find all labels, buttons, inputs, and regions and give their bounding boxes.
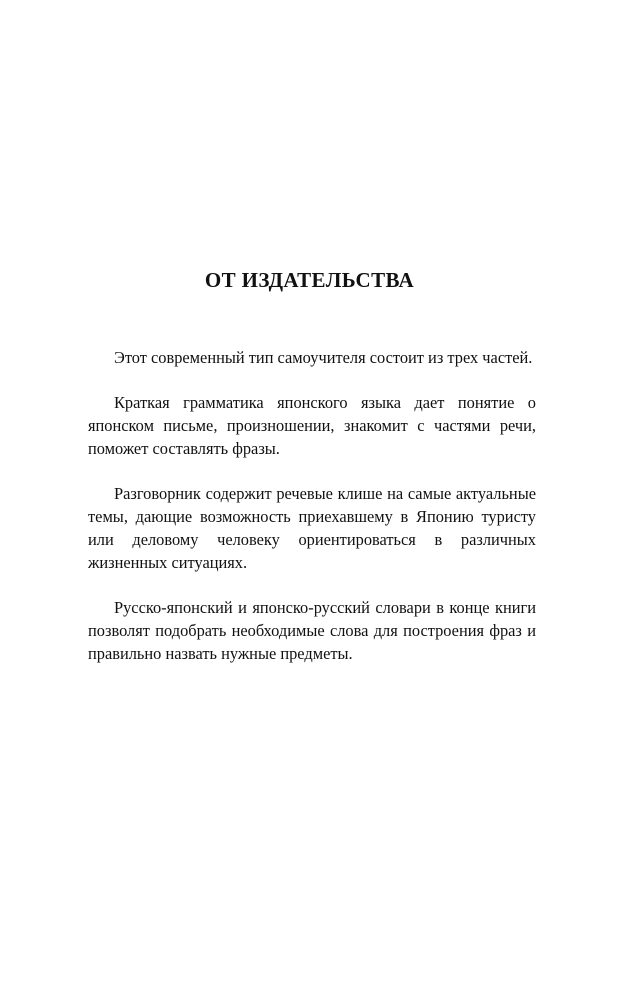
paragraph-grammar: Краткая грамматика японского языка дает понятие о японском письме, произношении, знакомит с частями речи, поможет составлять фразы.: [88, 393, 536, 458]
paragraph-phrasebook: Разговорник содержит речевые клише на самые актуальные темы, дающие возможность приехавшему в Японию туристу или деловому человеку ориентироваться в различных жизненных ситуациях.: [88, 484, 536, 572]
paragraph-intro: Этот современный тип самоучителя состоит из трех частей.: [114, 348, 533, 367]
page-title: ОТ ИЗДАТЕЛЬСТВА: [204, 268, 415, 292]
body-text: [88, 346, 536, 687]
paragraph-dictionaries: Русско-японский и японско-русский словари в конце книги позволят подобрать необходимые слова для построения фраз и правильно назвать нужные предметы.: [88, 598, 536, 663]
